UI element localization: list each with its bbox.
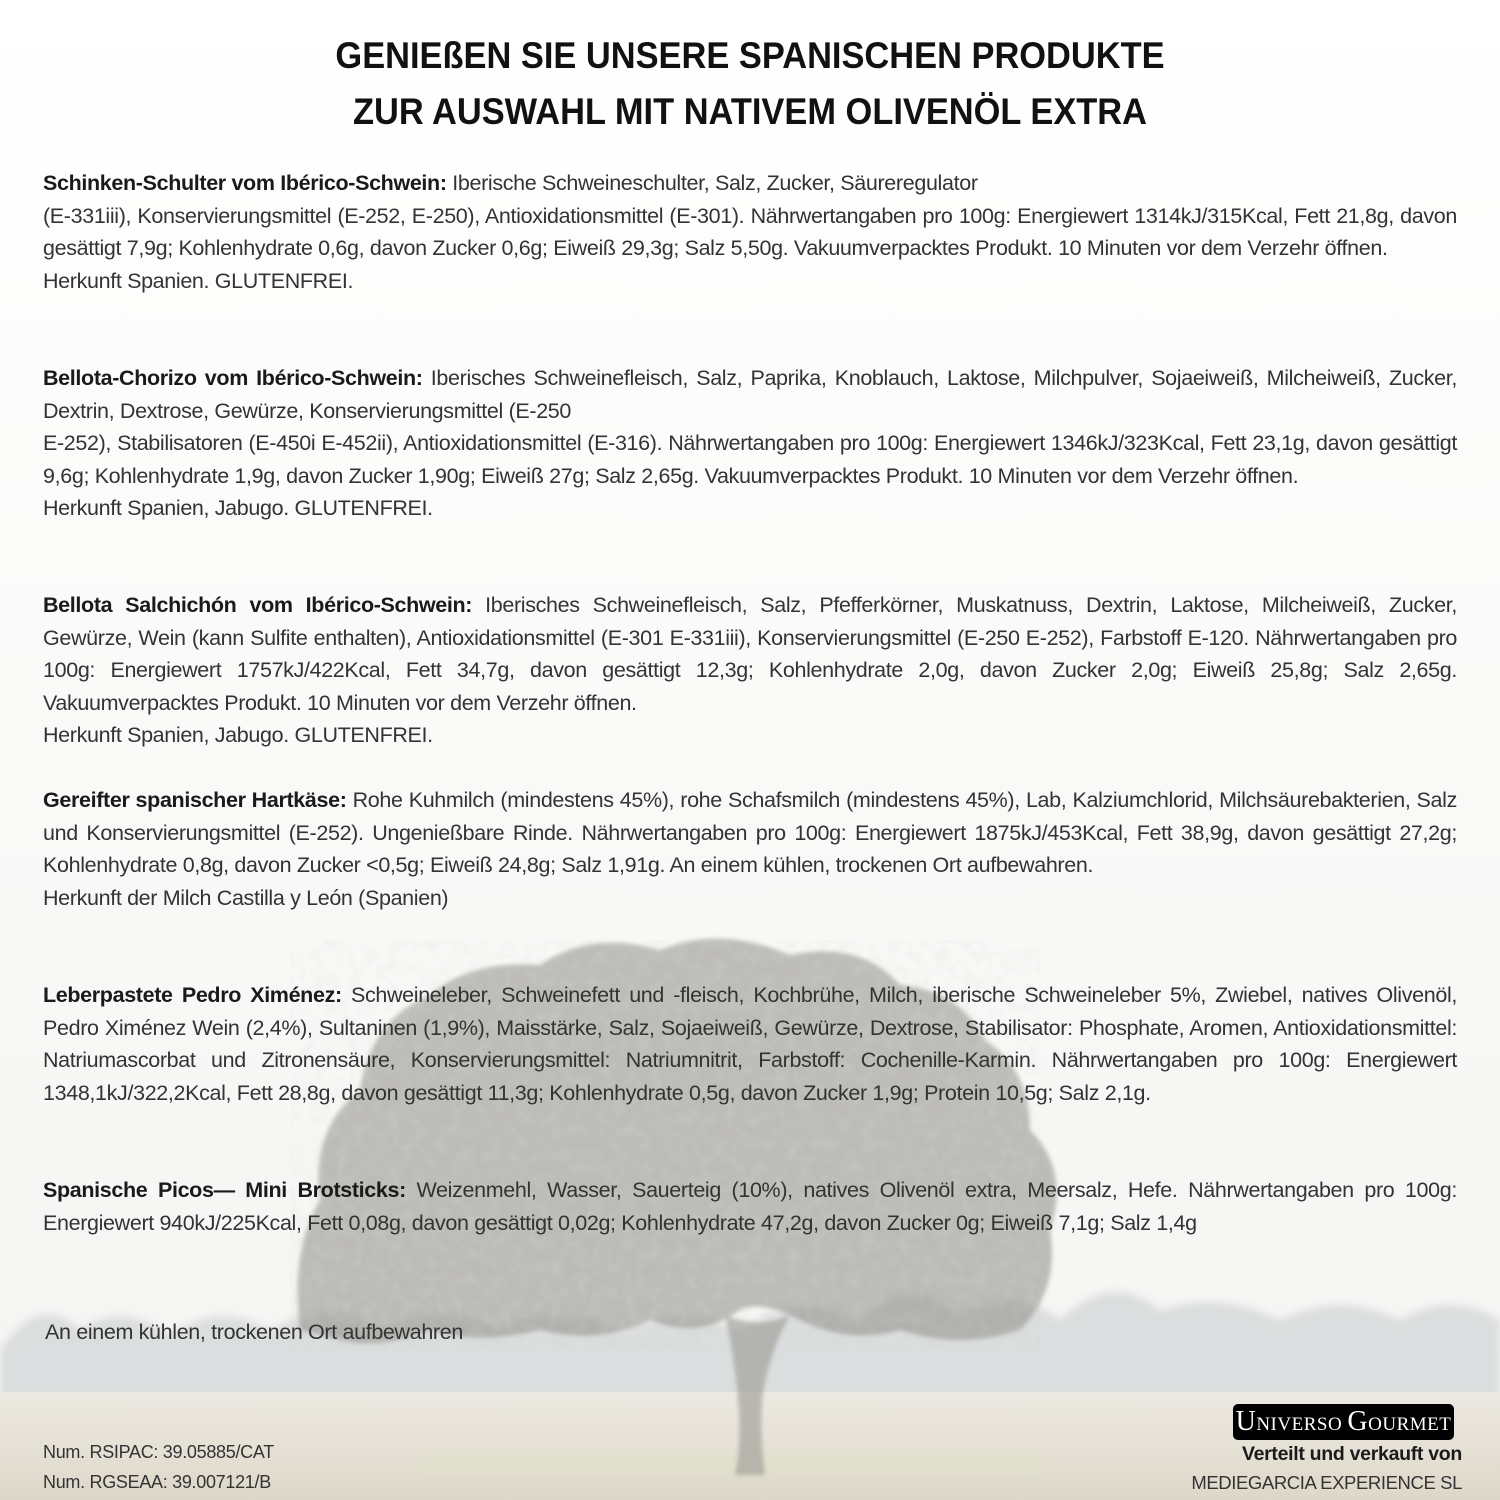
page-title [0, 28, 1500, 140]
rsipac-number: Num. RSIPAC: 39.05885/CAT [43, 1442, 274, 1462]
product-origin: Herkunft der Milch Castilla y León (Spanien) [43, 885, 449, 910]
product-ingredients: Iberisches Schweinefleisch, Salz, Pfefferkörner, Muskatnuss, Dextrin, Laktose, Milcheiweiß, Zucker, Gewürze, Wein (kann Sulfite enthalten), Antioxidationsmittel (E-301 E-331iii), Konservierungsmittel (E-250 E-252), Farbstoff E-120. Nährwertangaben pro 100g: Energiewert 1757kJ/422Kcal, Fett 34,7g, davon gesättigt 12,3g; Kohlenhydrate 2,0g, davon Zucker 2,0g; Eiweiß 25,8g; Salz 2,65g. Vakuumverpacktes Produkt. 10 Minuten vor dem Verzehr öffnen. [43, 593, 1457, 715]
product-section-leberpastete [43, 979, 1457, 1109]
product-section-schinken [43, 167, 1457, 297]
product-ingredients: Weizenmehl, Wasser, Sauerteig (10%), natives Olivenöl extra, Meersalz, Hefe. Nährwertangaben pro 100g: Energiewert 940kJ/225Kcal, Fett 0,08g, davon gesättigt 0,02g; Kohlenhydrate 47,2g, davon Zucker 0g; Eiweiß 7,1g; Salz 1,4g [43, 1178, 1457, 1235]
product-name: Bellota Salchichón vom Ibérico-Schwein: [43, 593, 473, 617]
product-nutrition: (E-331iii), Konservierungsmittel (E-252, E-250), Antioxidationsmittel (E-301). Nährwertangaben pro 100g: Energiewert 1314kJ/315Kcal, Fett 21,8g, davon gesättigt 7,9g; Kohlenhydrate 0,6g, davon Zucker 0,6g; Eiweiß 29,3g; Salz 5,50g. Vakuumverpacktes Produkt. 10 Minuten vor dem Verzehr öffnen. [43, 203, 1457, 260]
rgseaa-number: Num. RGSEAA: 39.007121/B [43, 1472, 271, 1492]
company-name: MEDIEGARCIA EXPERIENCE SL [1191, 1472, 1462, 1493]
product-section-chorizo [43, 362, 1457, 525]
title-line-1: GENIEßEN SIE UNSERE SPANISCHEN PRODUKTE [335, 35, 1165, 76]
product-origin: Herkunft Spanien, Jabugo. GLUTENFREI. [43, 723, 433, 747]
product-name: Schinken-Schulter vom Ibérico-Schwein: [43, 171, 447, 195]
product-section-picos [43, 1174, 1457, 1239]
product-section-salchichon [43, 589, 1457, 752]
universo-gourmet-logo: UNIVERSO GOURMET [1233, 1404, 1454, 1440]
product-ingredients: Schweineleber, Schweinefett und -fleisch, Kochbrühe, Milch, iberische Schweineleber 5%, Zwiebel, natives Olivenöl, Pedro Ximénez Wein (2,4%), Sultaninen (1,9%), Maisstärke, Salz, Sojaeiweiß, Gewürze, Dextrose, Stabilisator: Phosphate, Aromen, Antioxidationsmittel: Natriumascorbat und Zitronensäure, Konservierungsmittel: Natriumnitrit, Farbstoff: Cochenille-Karmin. Nährwertangaben pro 100g: Energiewert 1348,1kJ/322,2Kcal, Fett 28,8g, davon gesättigt 11,3g; Kohlenhydrate 0,5g, davon Zucker 1,9g; Protein 10,5g; Salz 2,1g. [43, 983, 1457, 1105]
product-origin: Herkunft Spanien, Jabugo. GLUTENFREI. [43, 496, 433, 520]
product-section-hartkaese [43, 784, 1457, 914]
product-name: Spanische Picos— Mini Brotsticks: [43, 1178, 406, 1202]
product-origin: Herkunft Spanien. GLUTENFREI. [43, 268, 354, 293]
distributed-by-label: Verteilt und verkauft von [1241, 1443, 1462, 1465]
product-nutrition: E-252), Stabilisatoren (E-450i E-452ii), Antioxidationsmittel (E-316). Nährwertangaben pro 100g: Energiewert 1346kJ/323Kcal, Fett 23,1g, davon gesättigt 9,6g; Kohlenhydrate 1,9g, davon Zucker 1,90g; Eiweiß 27g; Salz 2,65g. Vakuumverpacktes Produkt. 10 Minuten vor dem Verzehr öffnen. [43, 431, 1457, 488]
product-ingredients: Rohe Kuhmilch (mindestens 45%), rohe Schafsmilch (mindestens 45%), Lab, Kalziumchlorid, Milchsäurebakterien, Salz und Konservierungsmittel (E-252). Ungenießbare Rinde. Nährwertangaben pro 100g: Energiewert 1875kJ/453Kcal, Fett 38,9g, davon gesättigt 27,2g; Kohlenhydrate 0,8g, davon Zucker <0,5g; Eiweiß 24,8g; Salz 1,91g. An einem kühlen, trockenen Ort aufbewahren. [43, 788, 1457, 877]
product-name: Leberpastete Pedro Ximénez: [43, 983, 342, 1007]
product-ingredients: Iberische Schweineschulter, Salz, Zucker, Säureregulator [446, 171, 978, 195]
product-ingredients: Iberisches Schweinefleisch, Salz, Paprika, Knoblauch, Laktose, Milchpulver, Sojaeiweiß, Milcheiweiß, Zucker, Dextrin, Dextrose, Gewürze, Konservierungsmittel (E-250 [43, 366, 1457, 423]
product-name: Gereifter spanischer Hartkäse: [43, 788, 347, 812]
product-name: Bellota-Chorizo vom Ibérico-Schwein: [43, 366, 423, 390]
storage-note: An einem kühlen, trockenen Ort aufbewahren [45, 1320, 463, 1344]
title-line-2: ZUR AUSWAHL MIT NATIVEM OLIVENÖL EXTRA [353, 91, 1147, 132]
